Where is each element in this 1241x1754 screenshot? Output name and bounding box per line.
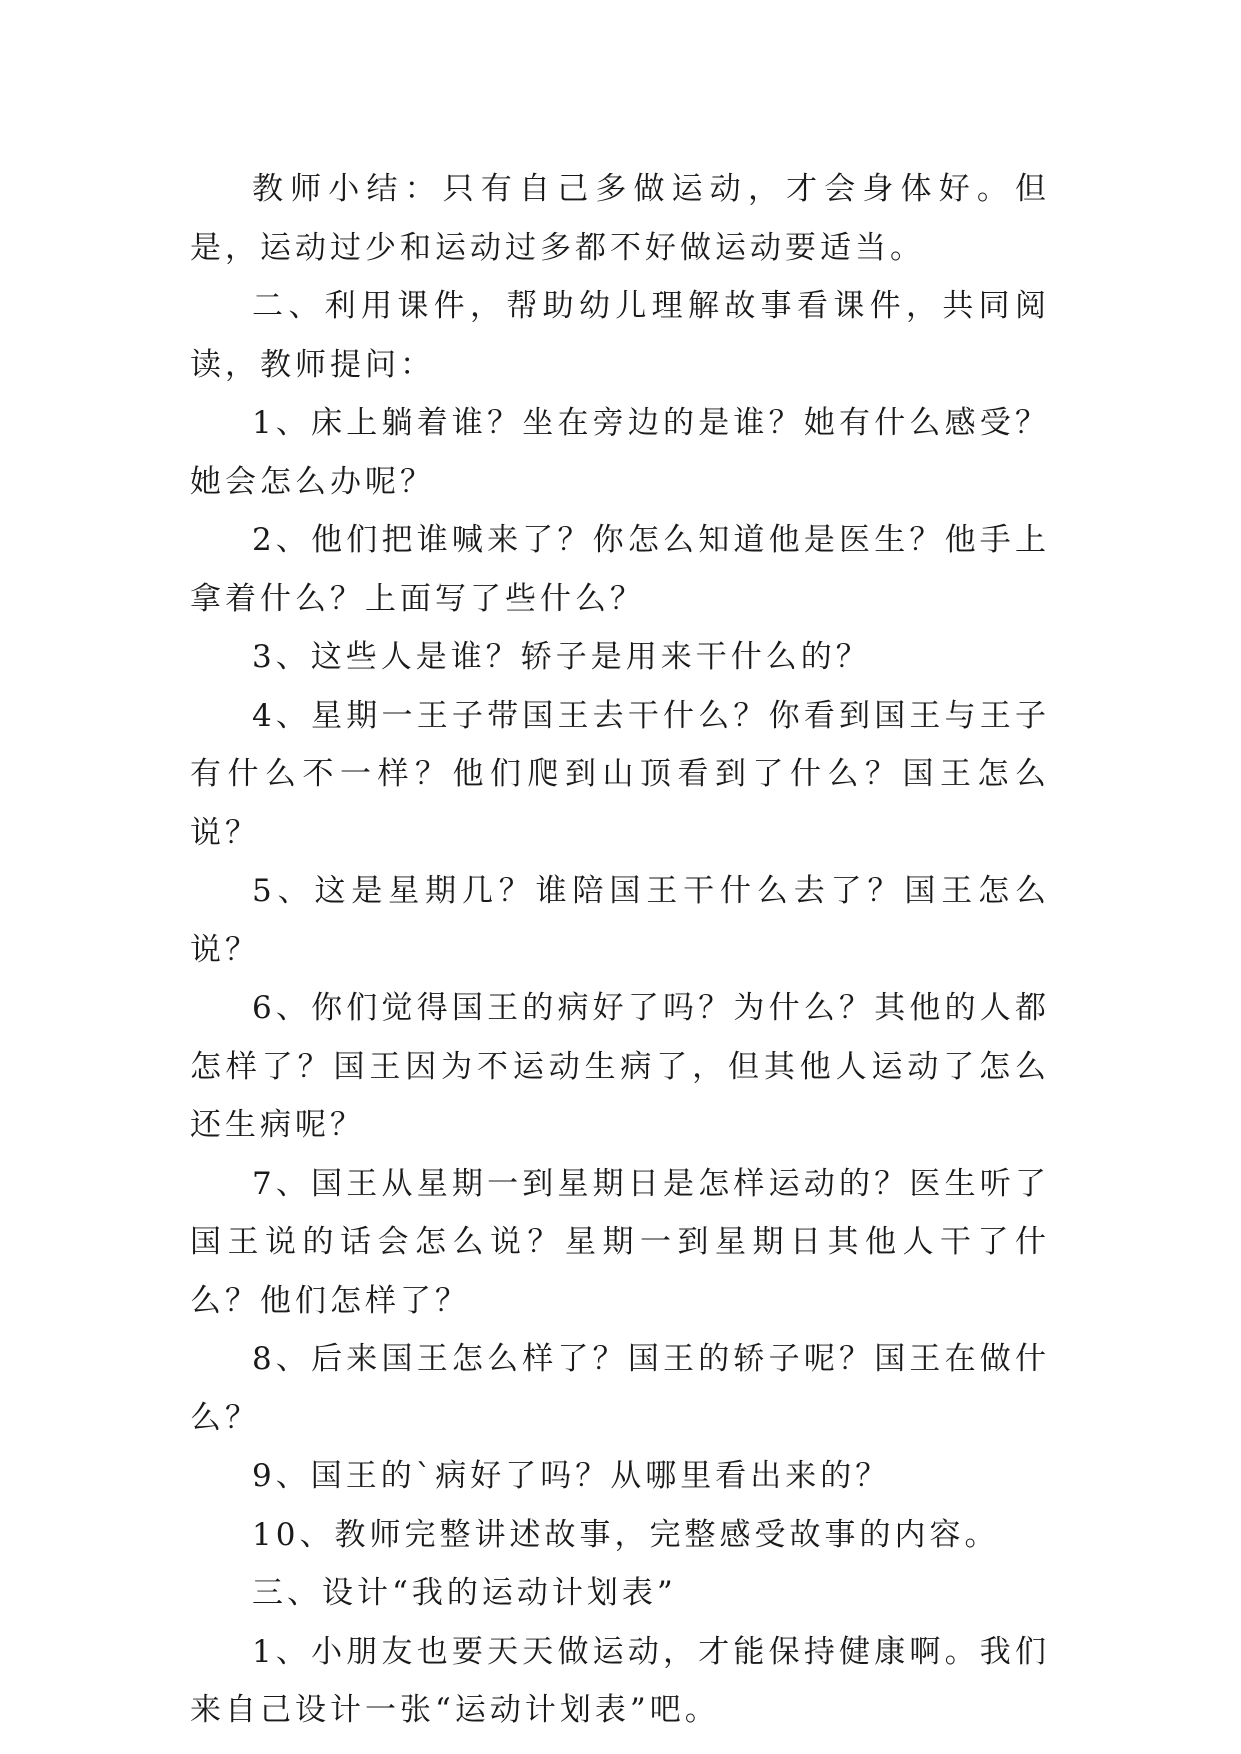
paragraph-question-2: 2、他们把谁喊来了？你怎么知道他是医生？他手上拿着什么？上面写了些什么？ [190, 522, 1050, 617]
paragraph-question-5: 5、这是星期几？谁陪国王干什么去了？国王怎么说？ [190, 873, 1050, 968]
paragraph-question-10: 10、教师完整讲述故事，完整感受故事的内容。 [252, 1516, 1000, 1553]
paragraph-question-9: 9、国王的`病好了吗？从哪里看出来的？ [252, 1458, 891, 1494]
paragraph-section-three-item-1: 1、小朋友也要天天做运动，才能保持健康啊。我们来自己设计一张“运动计划表”吧。 [190, 1633, 1050, 1728]
paragraph-section-three-heading: 三、设计“我的运动计划表” [252, 1575, 677, 1611]
paragraph-question-3: 3、这些人是谁？轿子是用来干什么的？ [252, 639, 871, 675]
paragraph-teacher-summary: 教师小结：只有自己多做运动，才会身体好。但是，运动过少和运动过多都不好做运动要适当。 [190, 171, 1050, 266]
paragraph-question-6: 6、你们觉得国王的病好了吗？为什么？其他的人都怎样了？国王因为不运动生病了，但其他人运动了怎么还生病呢？ [190, 990, 1050, 1143]
paragraph-question-8: 8、后来国王怎么样了？国王的轿子呢？国王在做什么？ [190, 1341, 1050, 1436]
paragraph-question-4: 4、星期一王子带国王去干什么？你看到国王与王子有什么不一样？他们爬到山顶看到了什么？国王怎么说？ [190, 697, 1050, 851]
paragraph-question-1: 1、床上躺着谁？坐在旁边的是谁？她有什么感受？她会怎么办呢？ [190, 405, 1050, 500]
paragraph-question-7: 7、国王从星期一到星期日是怎样运动的？医生听了国王说的话会怎么说？星期一到星期日其他人干了什么？他们怎样了？ [190, 1165, 1050, 1319]
document-body [190, 160, 1050, 1740]
paragraph-section-two-heading: 二、利用课件，帮助幼儿理解故事看课件，共同阅读，教师提问： [190, 288, 1050, 383]
